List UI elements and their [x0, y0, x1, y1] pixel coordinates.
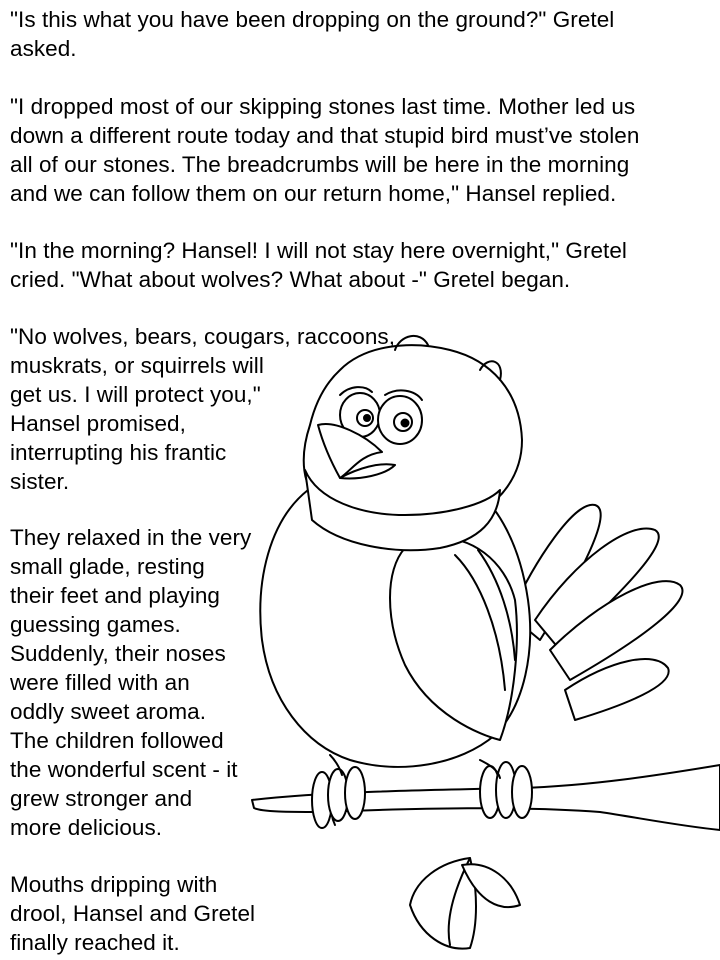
- paragraph-hansel-promise: "No wolves, bears, cougars, raccoons, muskrats, or squirrels will get us. I will protect you," Hansel promised, interrupting his frantic sister.: [10, 324, 396, 494]
- paragraph-sweet-aroma: They relaxed in the very small glade, resting their feet and playing guessing games. Suddenly, their noses were filled with an oddly sweet aroma. The children followed the wonderful scent - it grew stronger and more delicious.: [10, 525, 252, 840]
- paragraph-reached-it: Mouths dripping with drool, Hansel and Gretel finally reached it.: [10, 872, 256, 955]
- paragraph-hansel-reply: "I dropped most of our skipping stones last time. Mother led us down a different route today and that stupid bird must’ve stolen all of our stones. The breadcrumbs will be here in the morning and we can follow them on our return home," Hansel replied.: [10, 94, 640, 206]
- paragraph-gretel-question: "Is this what you have been dropping on the ground?" Gretel asked.: [10, 7, 615, 61]
- paragraph-gretel-cries: "In the morning? Hansel! I will not stay here overnight," Gretel cried. "What about wolves? What about -" Gretel began.: [10, 238, 627, 292]
- bird-on-branch-icon: [240, 330, 720, 960]
